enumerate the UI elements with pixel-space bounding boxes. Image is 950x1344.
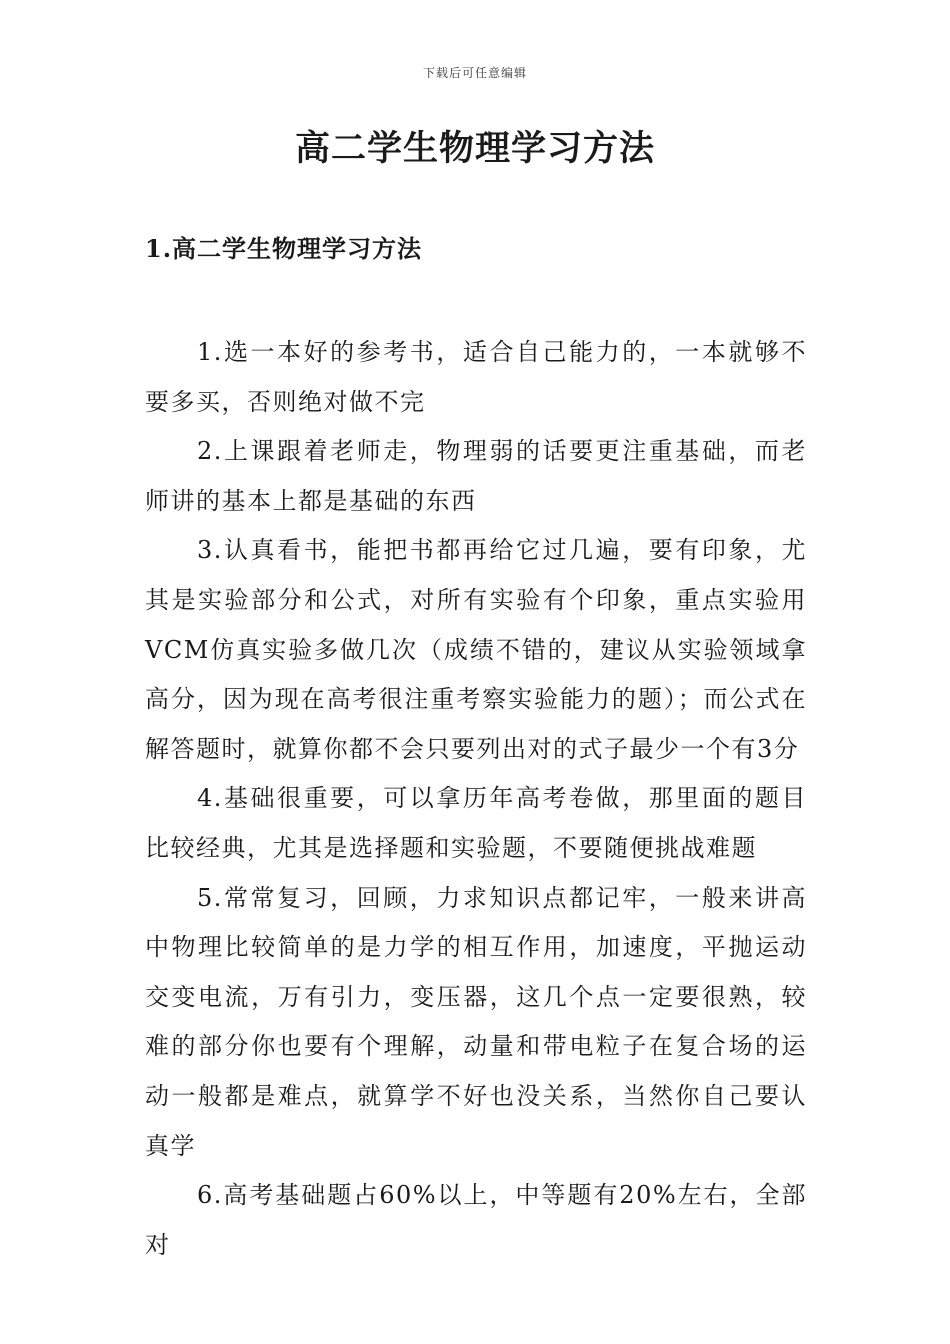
section-heading: 1.高二学生物理学习方法 bbox=[145, 234, 423, 263]
header-note: 下载后可任意编辑 bbox=[422, 66, 527, 80]
paragraph-1: 1.选一本好的参考书，适合自己能力的，一本就够不要多买，否则绝对做不完 bbox=[145, 338, 807, 416]
document-title: 高二学生物理学习方法 bbox=[294, 128, 655, 169]
paragraph-2: 2.上课跟着老师走，物理弱的话要更注重基础，而老师讲的基本上都是基础的东西 bbox=[145, 437, 807, 515]
paragraph-3: 3.认真看书，能把书都再给它过几遍，要有印象，尤其是实验部分和公式，对所有实验有个印象，重点实验用VCM仿真实验多做几次（成绩不错的，建议从实验领域拿高分，因为现在高考很注重考察实验能力的题）；而公式在解答题时，就算你都不会只要列出对的式子最少一个有3分 bbox=[145, 536, 807, 763]
document-body bbox=[145, 328, 807, 1270]
paragraph-4: 4.基础很重要，可以拿历年高考卷做，那里面的题目比较经典，尤其是选择题和实验题，不要随便挑战难题 bbox=[145, 784, 807, 862]
paragraph-6: 6.高考基础题占60%以上，中等题有20%左右，全部对 bbox=[145, 1181, 807, 1259]
paragraph-5: 5.常常复习，回顾，力求知识点都记牢，一般来讲高中物理比较简单的是力学的相互作用，加速度，平抛运动交变电流，万有引力，变压器，这几个点一定要很熟，较难的部分你也要有个理解，动量和带电粒子在复合场的运动一般都是难点，就算学不好也没关系，当然你自己要认真学 bbox=[145, 883, 807, 1160]
